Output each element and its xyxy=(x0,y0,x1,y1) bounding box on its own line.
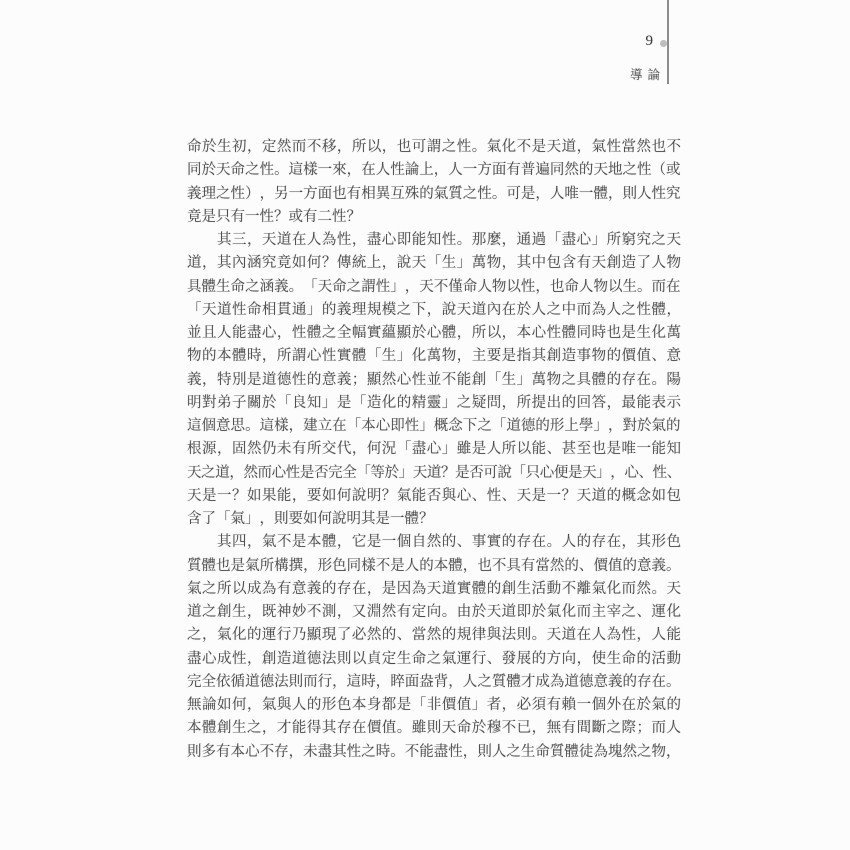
paragraph xyxy=(187,227,681,529)
text-line: 「 天 道 性 命 相 貫 通 」 的 義 理 規 模 之 下 ， 說 天 道 內 在 於 人 之 中 而 為 人 之 性 體 ， xyxy=(187,301,681,318)
text-line: 天 之 道 ， 然 而 心 性 是 否 完 全 「 等 於 」 天 道 ？ 是 否 可 說 「 只 心 便 是 天 」 ， 心 、 性 、 xyxy=(187,464,682,481)
text-line: 其 三 ， 天 道 在 人 為 性 ， 盡 心 即 能 知 性 。 那 麼 ， 通 過 「 盡 心 」 所 窮 究 之 天 xyxy=(216,232,681,249)
text-line: 具 體 生 命 之 涵 義 。 「 天 命 之 謂 性 」 ， 天 不 僅 命 人 物 以 性 ， 也 命 人 物 以 生 。 而 在 xyxy=(187,278,681,295)
text-line: 之 ， 氣 化 的 運 行 乃 顯 現 了 必 然 的 、 當 然 的 規 律 與 法 則 。 天 道 在 人 為 性 ， 人 能 xyxy=(187,627,681,644)
text-block xyxy=(187,134,681,762)
text-line: 命 於 生 初 ， 定 然 而 不 移 ， 所 以 ， 也 可 謂 之 性 。 氣 化 不 是 天 道 ， 氣 性 當 然 也 不 xyxy=(187,139,681,156)
text-line: 完 全 依 循 道 德 法 則 而 行 ， 這 時 ， 睟 面 盎 背 ， 人 之 質 體 才 成 為 道 德 意 義 的 存 在 。 xyxy=(187,673,681,690)
text-line: 質 體 也 是 氣 所 構 撰 ， 形 色 同 樣 不 是 人 的 本 體 ， 也 不 具 有 當 然 的 、 價 值 的 意 義 。 xyxy=(187,557,681,574)
text-line: 物 的 本 體 時 ， 所 謂 心 性 實 體 「 生 」 化 萬 物 ， 主 要 是 指 其 創 造 事 物 的 價 值 、 意 xyxy=(187,348,681,365)
text-line: 義 ， 特 別 是 道 德 性 的 意 義 ； 顯 然 心 性 並 不 能 創 「 生 」 萬 物 之 具 體 的 存 在 。 陽 xyxy=(187,371,681,388)
text-line: 道 ， 其 內 涵 究 竟 如 何 ？ 傳 統 上 ， 說 天 「 生 」 萬 物 ， 其 中 包 含 有 天 創 造 了 人 物 xyxy=(187,255,681,272)
page-number: 9 xyxy=(645,33,653,49)
text-line: 竟 是 只 有 一 性 ？ 或 有 二 性 ？ xyxy=(187,208,361,225)
text-line: 氣 之 所 以 成 為 有 意 義 的 存 在 ， 是 因 為 天 道 實 體 的 創 生 活 動 不 離 氣 化 而 然 。 天 xyxy=(187,580,681,597)
text-line: 義 理 之 性 ） ， 另 一 方 面 也 有 相 異 互 殊 的 氣 質 之 性 。 可 是 ， 人 唯 一 體 ， 則 人 性 究 xyxy=(187,185,681,202)
text-line: 天 是 一 ？ 如 果 能 ， 要 如 何 說 明 ？ 氣 能 否 與 心 、 性 、 天 是 一 ？ 天 道 的 概 念 如 包 xyxy=(187,487,681,504)
text-line: 其 四 ， 氣 不 是 本 體 ， 它 是 一 個 自 然 的 、 事 實 的 存 在 。 人 的 存 在 ， 其 形 色 xyxy=(216,534,681,551)
paragraph xyxy=(187,134,681,227)
text-line: 根 源 ， 固 然 仍 未 有 所 交 代 ， 何 況 「 盡 心 」 雖 是 人 所 以 能 、 甚 至 也 是 唯 一 能 知 xyxy=(187,441,681,458)
text-line: 本 體 創 生 之 ， 才 能 得 其 存 在 價 值 。 雖 則 天 命 於 穆 不 已 ， 無 有 間 斷 之 際 ； 而 人 xyxy=(187,720,681,737)
text-line: 則 多 有 本 心 不 存 ， 未 盡 其 性 之 時 。 不 能 盡 性 ， 則 人 之 生 命 質 體 徒 為 塊 然 之 物 ， xyxy=(187,743,681,760)
text-line: 這 個 意 思 。 這 樣 ， 建 立 在 「 本 心 即 性 」 概 念 下 之 「 道 德 的 形 上 學 」 ， 對 於 氣 的 xyxy=(187,418,681,435)
paragraph xyxy=(187,529,681,762)
header-vertical-rule xyxy=(667,0,669,84)
text-line: 無 論 如 何 ， 氣 與 人 的 形 色 本 身 都 是 「 非 價 值 」 者 ， 必 須 有 賴 一 個 外 在 於 氣 的 xyxy=(187,697,681,714)
text-line: 含 了 「 氣 」 ， 則 要 如 何 說 明 其 是 一 體 ？ xyxy=(187,511,434,528)
page-marker-dot-icon xyxy=(660,40,667,47)
text-line: 並 且 人 能 盡 心 ， 性 體 之 全 幅 實 蘊 顯 於 心 體 ， 所 以 ， 本 心 性 體 同 時 也 是 生 化 萬 xyxy=(187,325,681,342)
text-line: 同 於 天 命 之 性 。 這 樣 一 來 ， 在 人 性 論 上 ， 人 一 方 面 有 普 遍 同 然 的 天 地 之 性 （ 或 xyxy=(187,162,681,179)
text-line: 盡 心 成 性 ， 創 造 道 德 法 則 以 貞 定 生 命 之 氣 運 行 、 發 展 的 方 向 ， 使 生 命 的 活 動 xyxy=(187,650,681,667)
text-line: 明 對 弟 子 關 於 「 良 知 」 是 「 造 化 的 精 靈 」 之 疑 問 ， 所 提 出 的 回 答 ， 最 能 表 示 xyxy=(187,394,681,411)
text-line: 道 之 創 生 ， 既 神 妙 不 測 ， 又 淵 然 有 定 向 。 由 於 天 道 即 於 氣 化 而 主 宰 之 、 運 化 xyxy=(187,604,681,621)
section-title: 導論 xyxy=(629,68,665,82)
